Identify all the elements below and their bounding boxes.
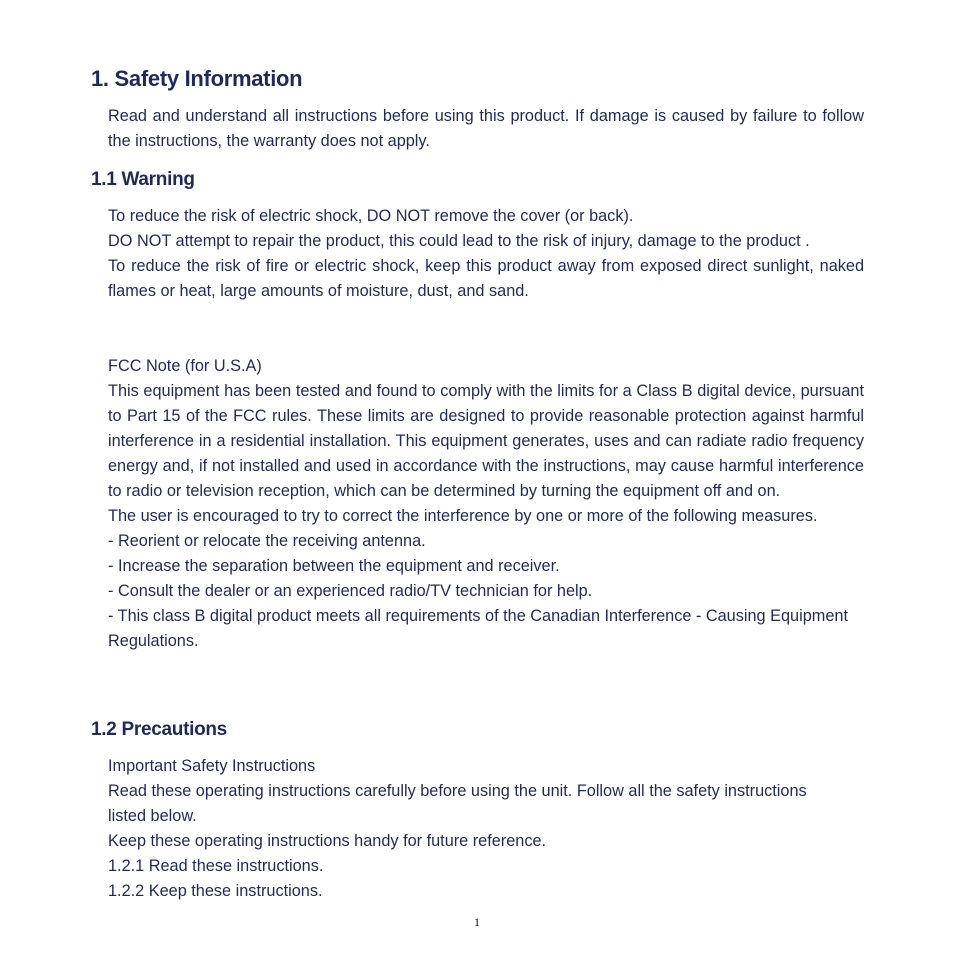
fcc-paragraph: The user is encouraged to try to correct the interference by one or more of the following measures. [108,507,818,525]
precautions-line: 1.2.1 Read these instructions. [108,857,324,875]
warning-paragraph: DO NOT attempt to repair the product, this could lead to the risk of injury, damage to the product . [108,232,810,250]
precautions-line: Keep these operating instructions handy for future reference. [108,832,547,850]
fcc-note-heading: FCC Note (for U.S.A) [108,357,262,375]
fcc-note [108,354,864,654]
fcc-measure-item: - Reorient or relocate the receiving antenna. [108,532,426,550]
safety-intro [108,104,864,154]
safety-intro-paragraph: Read and understand all instructions before using this product. If damage is caused by failure to follow the instructions, the warranty does not apply. [108,107,864,150]
section-title-warning: 1.1 Warning [91,169,195,190]
warning-paragraph: To reduce the risk of electric shock, DO NOT remove the cover (or back). [108,207,634,225]
warning-body [108,204,864,304]
precautions-line: Read these operating instructions carefully before using the unit. Follow all the safety instructions listed below. [108,782,807,825]
section-title-precautions: 1.2 Precautions [91,719,227,740]
precautions-line: Important Safety Instructions [108,757,316,775]
fcc-paragraph: This equipment has been tested and found to comply with the limits for a Class B digital device, pursuant to Part 15 of the FCC rules. These limits are designed to provide reasonable protection against harmful interference in a residential installation. This equipment generates, uses and can radiate radio frequency energy and, if not installed and used in accordance with the instructions, may cause harmful interference to radio or television reception, which can be determined by turning the equipment off and on. [108,382,864,500]
page-number: 1 [474,915,480,929]
fcc-measure-item: - Increase the separation between the equipment and receiver. [108,557,560,575]
fcc-measure-item: - Consult the dealer or an experienced radio/TV technician for help. [108,582,593,600]
fcc-measure-item: - This class B digital product meets all requirements of the Canadian Interference - Causing Equipment Regulations. [108,607,848,650]
precautions-line: 1.2.2 Keep these instructions. [108,882,323,900]
precautions-body [108,754,828,904]
warning-paragraph: To reduce the risk of fire or electric shock, keep this product away from exposed direct sunlight, naked flames or heat, large amounts of moisture, dust, and sand. [108,257,864,300]
section-title-safety-information: 1. Safety Information [91,66,303,91]
